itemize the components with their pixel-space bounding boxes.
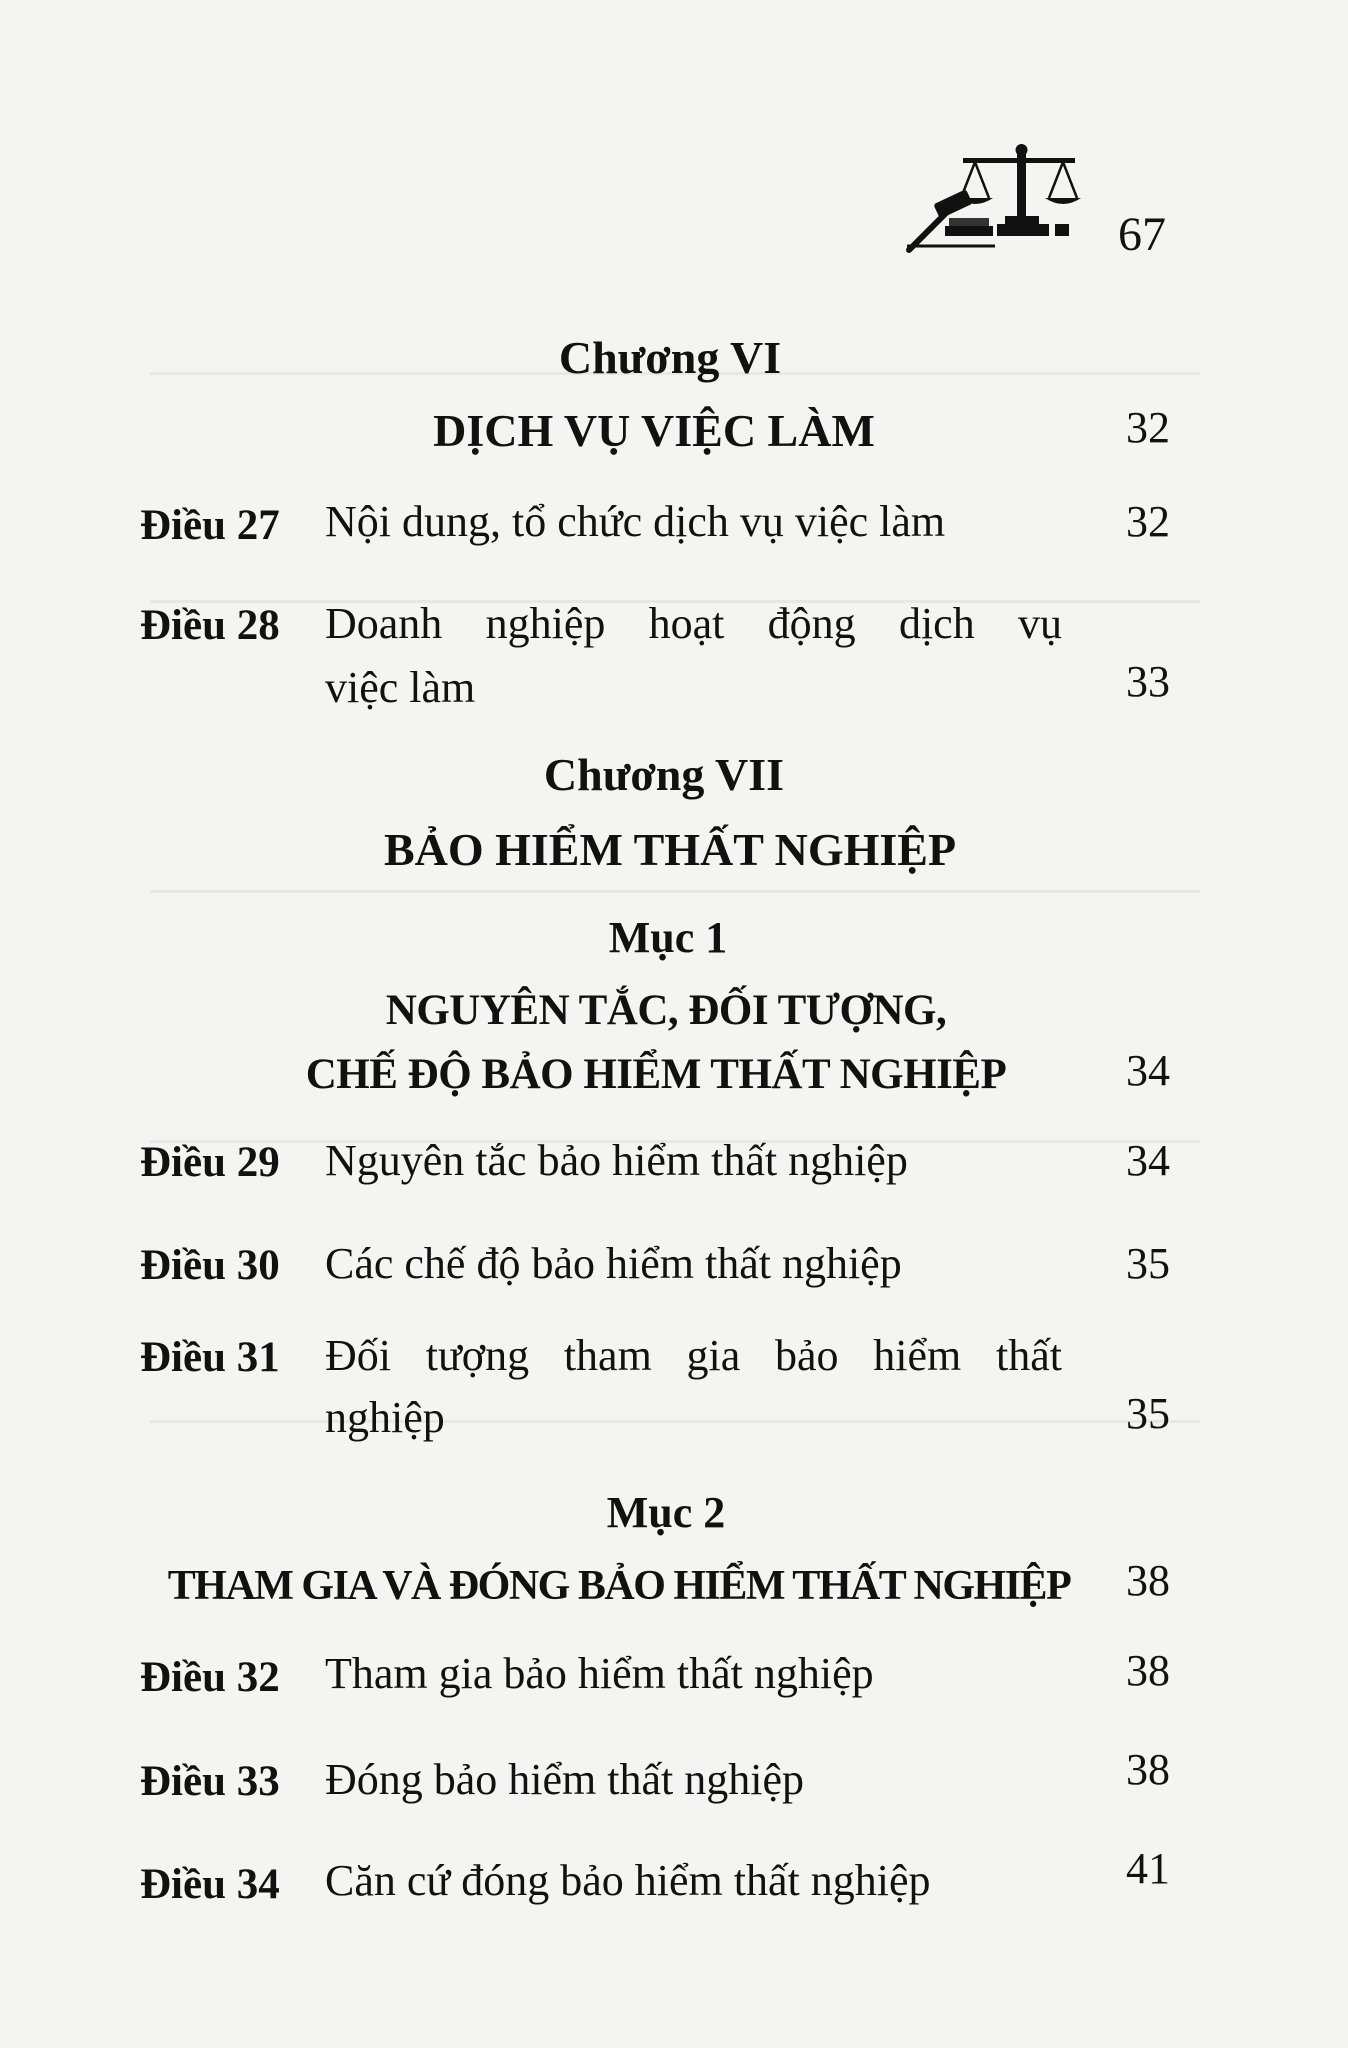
article-title-continuation: việc làm [325,663,476,712]
article-label: Điều 34 [140,1861,280,1908]
page-ref: 38 [1126,1745,1170,1794]
section-label: Mục 2 [606,1488,726,1537]
page-ref: 35 [1126,1239,1170,1288]
bleed-through-line [150,890,1200,893]
page-ref: 38 [1126,1646,1170,1695]
page-ref: 32 [1126,497,1170,546]
article-label: Điều 32 [140,1654,280,1701]
article-title-continuation: nghiệp [325,1393,445,1442]
scales-of-justice-gavel-icon [905,138,1085,256]
section-title: CHẾ ĐỘ BẢO HIỂM THẤT NGHIỆP [305,1051,1007,1098]
page-ref: 41 [1126,1844,1170,1893]
page-ref: 34 [1126,1046,1170,1095]
chapter-title: DỊCH VỤ VIỆC LÀM [433,405,875,456]
page-ref: 38 [1126,1556,1170,1605]
chapter-title: BẢO HIỂM THẤT NGHIỆP [383,824,957,875]
article-label: Điều 28 [140,602,280,649]
section-label: Mục 1 [608,913,728,962]
page-ref: 33 [1126,657,1170,706]
article-title: Đối tượng tham gia bảo hiểm thất [325,1331,1062,1380]
article-label: Điều 30 [140,1242,280,1289]
article-title: Doanh nghiệp hoạt động dịch vụ [325,599,1062,648]
page-ref: 32 [1126,403,1170,452]
article-title: Các chế độ bảo hiểm thất nghiệp [325,1239,902,1288]
page-ref: 35 [1126,1389,1170,1438]
article-label: Điều 29 [140,1139,280,1186]
page-ref: 34 [1126,1136,1170,1185]
article-title: Căn cứ đóng bảo hiểm thất nghiệp [325,1856,931,1905]
chapter-label: Chương VII [543,749,785,800]
chapter-label: Chương VI [558,332,782,383]
article-title: Đóng bảo hiểm thất nghiệp [325,1755,805,1804]
article-title: Nguyên tắc bảo hiểm thất nghiệp [325,1136,908,1185]
section-title: NGUYÊN TẮC, ĐỐI TƯỢNG, [385,987,947,1034]
article-title: Nội dung, tổ chức dịch vụ việc làm [325,497,946,546]
article-label: Điều 31 [140,1334,280,1381]
section-title: THAM GIA VÀ ĐÓNG BẢO HIỂM THẤT NGHIỆP [167,1563,1071,1609]
article-label: Điều 27 [140,502,280,549]
page-number: 67 [1118,208,1166,261]
article-title: Tham gia bảo hiểm thất nghiệp [325,1649,874,1698]
article-label: Điều 33 [140,1758,280,1805]
